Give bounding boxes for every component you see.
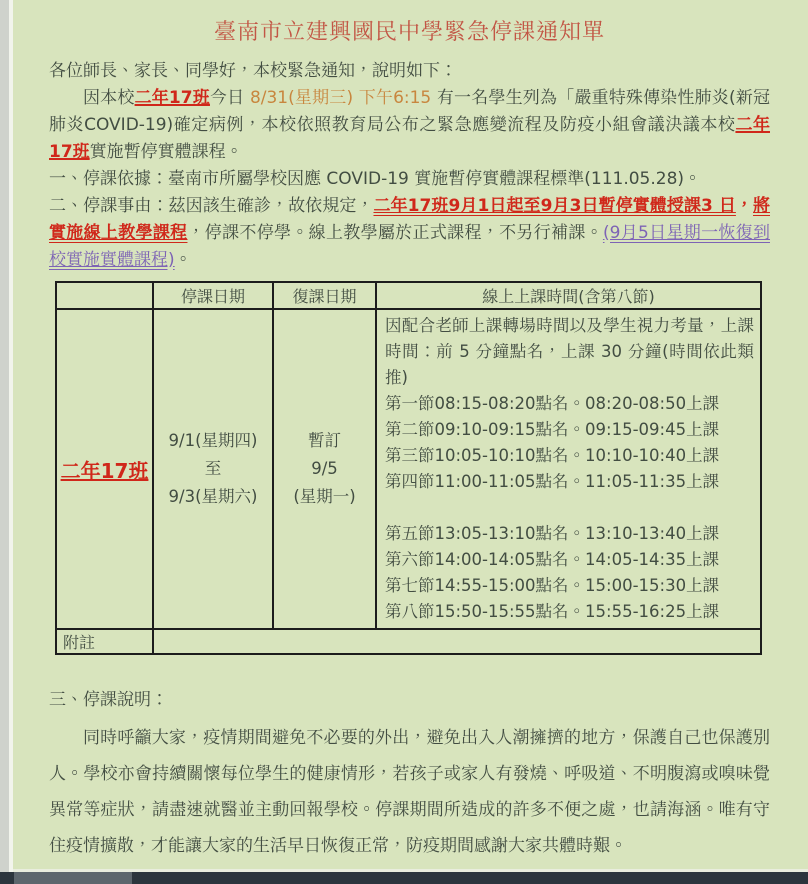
header-online-time: 線上上課時間(含第八節): [376, 282, 761, 309]
period-5: 第五節13:05-13:10點名。13:10-13:40上課: [385, 524, 720, 543]
suspend-end: 9/3(星期六): [168, 487, 258, 506]
resume-date: 9/5: [311, 459, 338, 478]
table-header-row: [56, 282, 761, 309]
schedule-cell: [376, 309, 761, 629]
suspension-table: [55, 281, 762, 655]
online-teaching-highlight: 將實施線上教學課程: [49, 196, 770, 243]
intro-text-2: 今日: [209, 88, 250, 108]
class-name: 二年17班: [60, 458, 149, 483]
period-6: 第六節14:00-14:05點名。14:05-14:35上課: [385, 550, 720, 569]
class-highlight-2: 二年17班: [49, 115, 770, 162]
period-1: 第一節08:15-08:20點名。08:20-08:50上課: [385, 394, 720, 413]
intro-paragraph: [49, 85, 770, 166]
suspend-date-cell: [153, 309, 273, 629]
period-2: 第二節09:10-09:15點名。09:15-09:45上課: [385, 420, 720, 439]
section3-paragraph: 同時呼籲大家，疫情期間避免不必要的外出，避免出入人潮擁擠的地方，保護自己也保護別人。學校亦會持續關懷每位學生的健康情形，若孩子或家人有發燒、呼吸道、不明腹瀉或嗅味覺異常等症狀，請盡速就醫並主動回報學校。停課期間所造成的許多不便之處，也請海涵。唯有守住疫情擴散，才能讓大家的生活早日恢復正常，防疫期間感謝大家共體時艱。: [49, 728, 770, 856]
class-cell: [56, 309, 153, 629]
class-highlight-1: 二年17班: [134, 88, 210, 108]
intro-text-1: 因本校: [83, 88, 135, 108]
period-7: 第七節14:55-15:00點名。15:00-15:30上課: [385, 576, 720, 595]
section3-heading: 三、停課說明：: [49, 690, 168, 710]
note-label-cell: 附註: [56, 629, 153, 654]
intro-text-3: 有一名學生列為「嚴重特殊傳染性肺炎(新冠肺炎COVID-19)確定病例，本校依照教育局公布之緊急應變流程及防疫小組會議決議本校: [49, 88, 770, 135]
header-class: [56, 282, 153, 309]
item-basis: 一、停課依據：臺南市所屬學校因應 COVID-19 實施暫停實體課程標準(111.05.28)。: [49, 169, 702, 189]
page-title: 臺南市立建興國民中學緊急停課通知單: [213, 20, 605, 45]
reason-text-3: 。: [174, 250, 192, 270]
resume-tentative: 暫訂: [308, 431, 341, 450]
period-3: 第三節10:05-10:10點名。10:10-10:40上課: [385, 446, 720, 465]
item-reason: [49, 193, 770, 274]
reason-text-2: ，停課不停學。線上教學屬於正式課程，不另行補課。: [187, 223, 603, 243]
table-note-row: [56, 629, 761, 654]
suspend-to: 至: [204, 459, 222, 478]
schedule-note: 因配合老師上課轉場時間以及學生視力考量，上課時間：前 5 分鐘點名，上課 30 分鐘(時間依此類推): [385, 316, 754, 387]
note-value-cell: [153, 629, 761, 654]
header-resume-date: 復課日期: [273, 282, 376, 309]
resume-note-highlight: (9月5日星期一恢復到校實施實體課程): [49, 223, 770, 270]
resume-date-cell: [273, 309, 376, 629]
period-gap: [385, 495, 754, 521]
greeting-line: 各位師長、家長、同學好，本校緊急通知，說明如下：: [49, 61, 457, 81]
notice-document: [13, 0, 808, 872]
intro-text-4: 實施暫停實體課程。: [89, 142, 243, 162]
bottom-bar: [0, 872, 808, 884]
table-main-row: [56, 309, 761, 629]
reason-text-1: 二、停課事由：茲因該生確診，故依規定，: [49, 196, 374, 216]
incident-datetime: 8/31(星期三) 下午6:15: [249, 88, 437, 108]
header-suspend-date: 停課日期: [153, 282, 273, 309]
period-8: 第八節15:50-15:55點名。15:55-16:25上課: [385, 602, 720, 621]
suspension-dates-highlight: 二年17班9月1日起至9月3日暫停實體授課3 日: [373, 196, 736, 216]
window-left-edge: [0, 0, 13, 872]
red-comma: ，: [735, 196, 753, 216]
resume-weekday: (星期一): [293, 487, 356, 506]
bottom-bar-segment: [14, 872, 132, 884]
suspend-start: 9/1(星期四): [168, 431, 258, 450]
period-4: 第四節11:00-11:05點名。11:05-11:35上課: [385, 472, 720, 491]
